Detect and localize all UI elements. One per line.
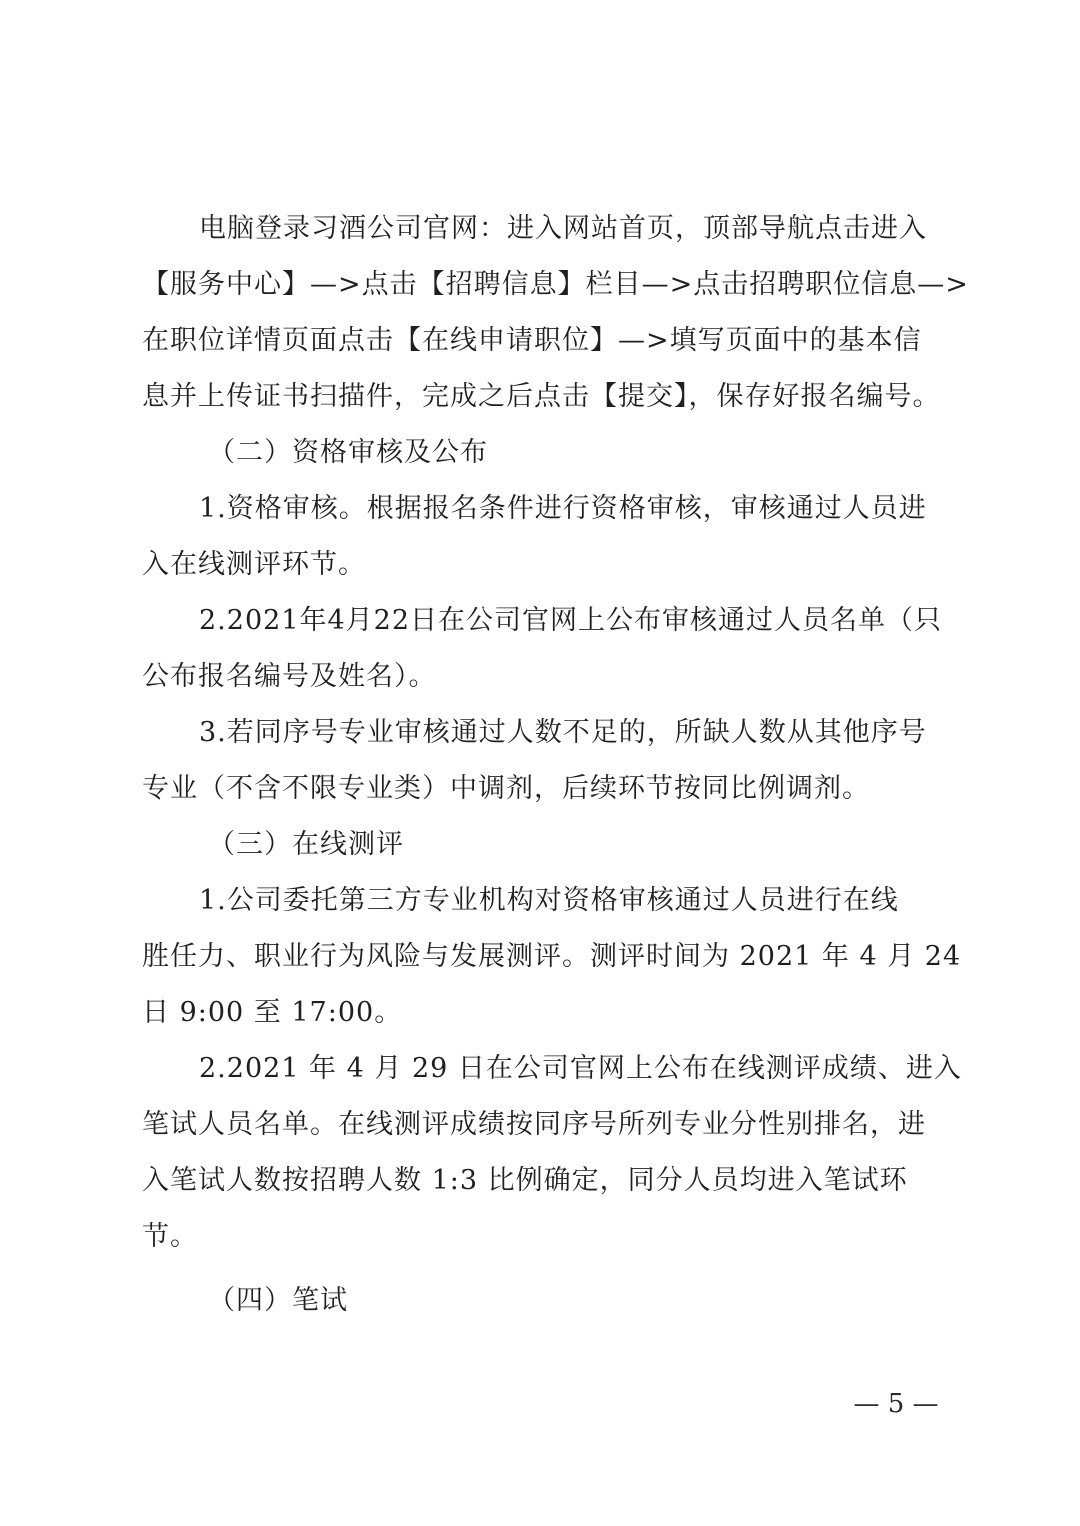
paragraph-line — [142, 761, 942, 817]
line-text: 日 9:00 至 17:00。 — [142, 997, 403, 1028]
paragraph-line — [142, 313, 942, 369]
line-text: 电脑登录习酒公司官网：进入网站首页，顶部导航点击进入 — [199, 213, 927, 244]
line-text: 专业（不含不限专业类）中调剂，后续环节按同比例调剂。 — [142, 773, 870, 804]
paragraph-line — [142, 1153, 942, 1209]
paragraph-line — [142, 705, 942, 761]
line-text: 入笔试人数按招聘人数 1:3 比例确定，同分人员均进入笔试环 — [142, 1165, 908, 1196]
line-text: 1.资格审核。根据报名条件进行资格审核，审核通过人员进 — [199, 493, 927, 524]
line-text: 胜任力、职业行为风险与发展测评。测评时间为 2021 年 4 月 24 — [142, 941, 962, 972]
paragraph-line — [142, 257, 969, 313]
paragraph-line — [142, 985, 942, 1041]
section-heading — [142, 425, 942, 481]
heading-text: （二）资格审核及公布 — [208, 437, 488, 468]
paragraph-line — [142, 929, 962, 985]
document-body — [142, 201, 969, 1329]
line-text: 3.若同序号专业审核通过人数不足的，所缺人数从其他序号 — [199, 717, 927, 748]
paragraph-line — [142, 649, 942, 705]
line-text: 2.2021年4月22日在公司官网上公布审核通过人员名单（只 — [199, 605, 943, 636]
section-heading — [142, 1273, 942, 1329]
heading-text: （四）笔试 — [208, 1285, 348, 1316]
paragraph-line — [142, 537, 942, 593]
paragraph-line — [142, 369, 942, 425]
paragraph-line — [142, 1097, 942, 1153]
line-text: 笔试人员名单。在线测评成绩按同序号所列专业分性别排名，进 — [142, 1109, 926, 1140]
paragraph-line — [142, 1209, 942, 1265]
paragraph-line — [142, 201, 942, 257]
line-text: 【服务中心】—>点击【招聘信息】栏目—>点击招聘职位信息—> — [142, 269, 969, 300]
section-heading — [142, 817, 942, 873]
line-text: 入在线测评环节。 — [142, 549, 366, 580]
line-text: 公布报名编号及姓名）。 — [142, 661, 437, 692]
line-text: 1.公司委托第三方专业机构对资格审核通过人员进行在线 — [199, 885, 899, 916]
paragraph-line — [142, 593, 942, 649]
line-text: 2.2021 年 4 月 29 日在公司官网上公布在线测评成绩、进入 — [199, 1053, 962, 1084]
line-text: 节。 — [142, 1221, 198, 1252]
paragraph-line — [142, 1041, 962, 1097]
line-text: 在职位详情页面点击【在线申请职位】—>填写页面中的基本信 — [142, 325, 922, 356]
line-text: 息并上传证书扫描件，完成之后点击【提交】，保存好报名编号。 — [142, 381, 941, 412]
paragraph-line — [142, 481, 942, 537]
paragraph-line — [142, 873, 942, 929]
heading-text: （三）在线测评 — [208, 829, 404, 860]
page-number: — 5 — — [853, 1389, 939, 1419]
